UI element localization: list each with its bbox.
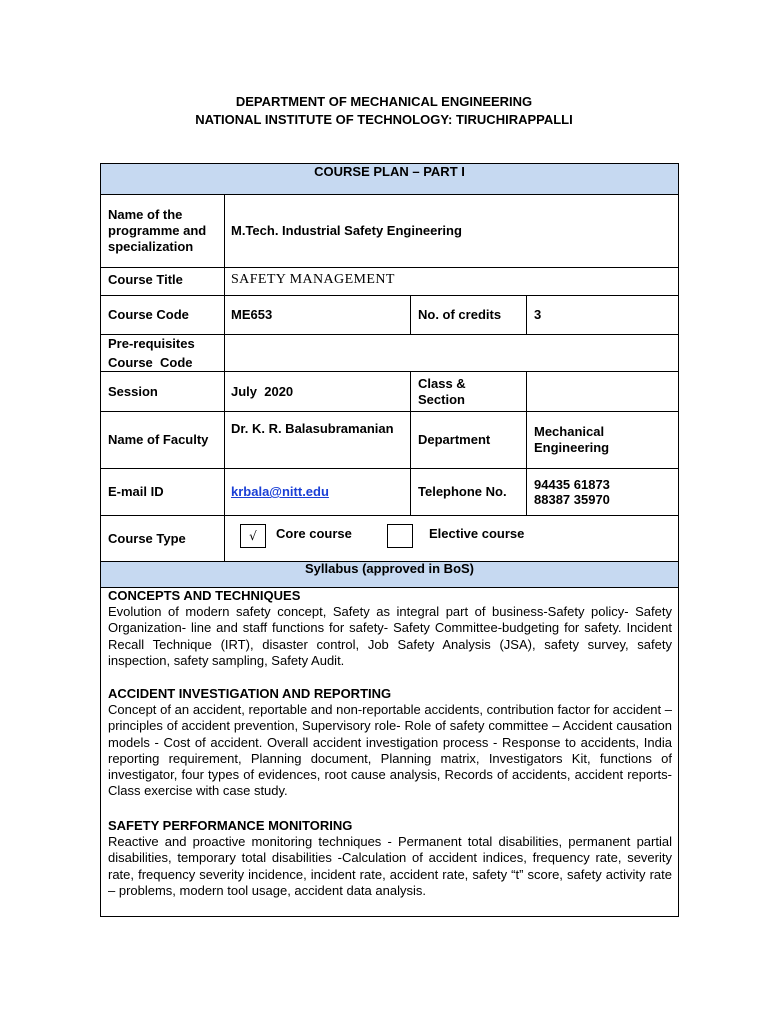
telephone-label: Telephone No. (418, 484, 507, 499)
credits-value: 3 (534, 307, 542, 322)
telephone-values (534, 469, 674, 515)
email-label: E-mail ID (108, 484, 164, 499)
prerequisites-label-line1: Pre-requisites (108, 336, 195, 351)
syllabus-heading: ACCIDENT INVESTIGATION AND REPORTING (108, 686, 392, 701)
column-divider (410, 295, 411, 334)
programme-label: Name of the programme and specialization (108, 207, 207, 254)
syllabus-body: Evolution of modern safety concept, Safety as integral part of business-Safety policy- Safety Organization- line and staff functions for safety- Safety Committee-budgeting for safety. Incident Recall Technique (IRT), disaster control, Job Safety Analysis (JSA), safety survey, safety inspection, safety sampling, Safety Audit. (108, 604, 672, 668)
column-divider (526, 295, 527, 334)
syllabus-body: Reactive and proactive monitoring techniques - Permanent total disabilities, permanent partial disabilities, temporary total disabilities -Calculation of accident indices, frequency rate, severity rate, frequency severity incidence, incident rate, accident rate, safety “t” score, safety activity rate – problems, modern tool usage, accident data analysis. (108, 834, 672, 898)
class-section-label: Class & Section (418, 375, 466, 407)
email-link[interactable]: krbala@nitt.edu (231, 484, 329, 499)
column-divider (224, 194, 225, 561)
session-label: Session (108, 383, 158, 399)
elective-course-label: Elective course (429, 526, 525, 541)
core-course-checkbox[interactable]: √ (240, 524, 266, 548)
class-section-value (534, 372, 674, 411)
course-code-value: ME653 (231, 307, 273, 322)
course-title-value: SAFETY MANAGEMENT (231, 272, 395, 287)
syllabus-section-concepts (108, 588, 672, 669)
syllabus-heading: SAFETY PERFORMANCE MONITORING (108, 818, 353, 833)
institute-heading: NATIONAL INSTITUTE OF TECHNOLOGY: TIRUCHIRAPPALLI (195, 112, 573, 127)
credits-label: No. of credits (418, 307, 502, 322)
syllabus-heading: CONCEPTS AND TECHNIQUES (108, 588, 301, 603)
column-divider (526, 371, 527, 515)
course-title-label: Course Title (108, 272, 183, 287)
faculty-value: Dr. K. R. Balasubramanian (231, 421, 394, 436)
syllabus-section-accident (108, 686, 672, 800)
syllabus-section-monitoring (108, 818, 672, 899)
telephone-1: 94435 61873 (534, 477, 610, 492)
column-divider (410, 371, 411, 515)
session-value: July 2020 (231, 383, 294, 399)
telephone-2: 88387 35970 (534, 492, 610, 507)
prerequisites-label (108, 335, 220, 371)
elective-course-checkbox[interactable] (387, 524, 413, 548)
prerequisites-value (231, 335, 671, 371)
course-code-label: Course Code (108, 307, 189, 322)
programme-value: M.Tech. Industrial Safety Engineering (231, 223, 462, 238)
course-plan-title: COURSE PLAN – PART I (314, 164, 465, 179)
syllabus-title: Syllabus (approved in BoS) (304, 561, 475, 576)
course-type-label: Course Type (108, 530, 186, 546)
core-course-label: Core course (276, 526, 352, 541)
department-value: Mechanical Engineering (534, 424, 610, 455)
syllabus-body: Concept of an accident, reportable and non-reportable accidents, contribution factor for accident – principles of accident prevention, Supervisory role- Role of safety committee – Accident causation models - Cost of accident. Overall accident investigation process - Response to accidents, India reporting requirement, Planning document, Planning matrix, Investigators Kit, functions of investigator, four types of evidences, root cause analysis, Records of accidents, accident reports- Class exercise with case study. (108, 702, 672, 799)
department-label: Department (418, 432, 491, 447)
prerequisites-label-line2: Course Code (108, 355, 193, 370)
department-heading: DEPARTMENT OF MECHANICAL ENGINEERING (235, 94, 533, 109)
faculty-label: Name of Faculty (108, 432, 209, 447)
